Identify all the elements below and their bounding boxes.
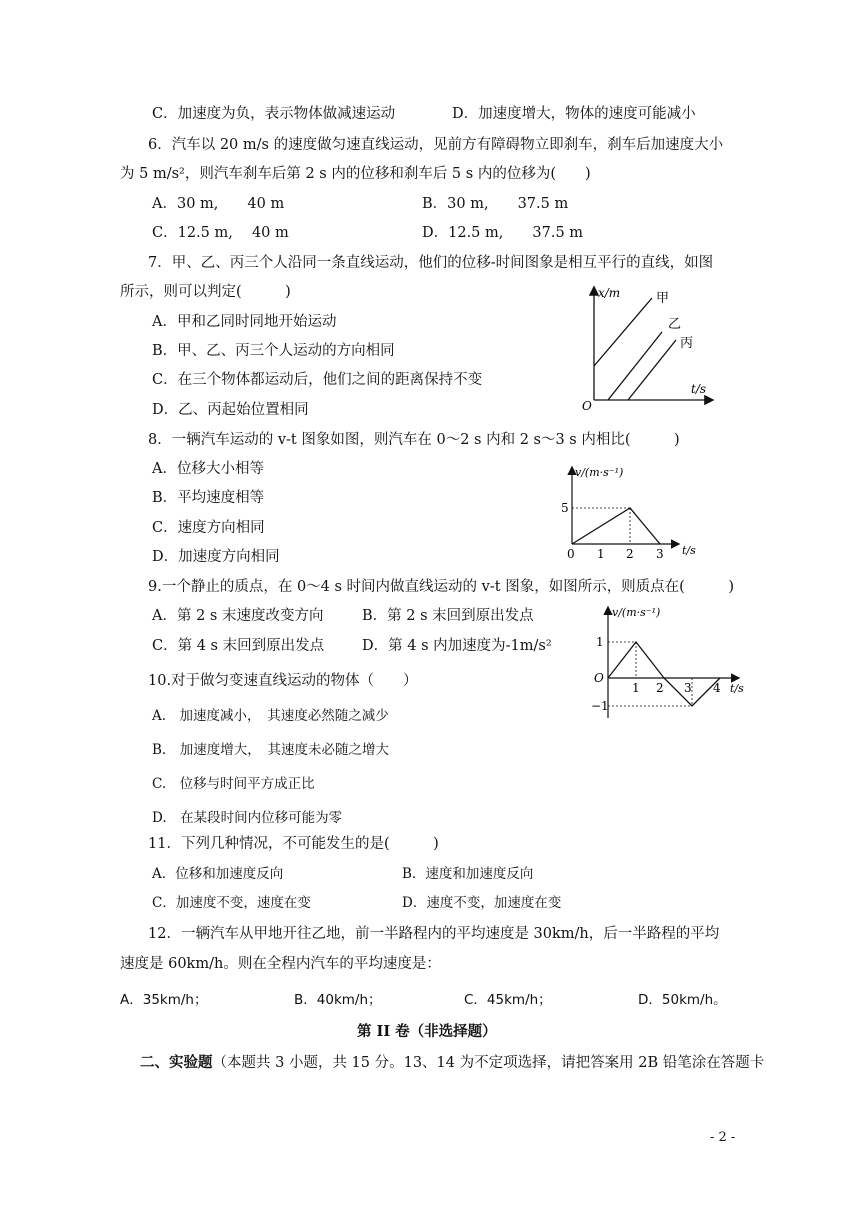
page-number: - 2 - xyxy=(710,1130,736,1145)
q9-y-tick-minus1: −1 xyxy=(591,699,609,713)
q12-option-a: A．35km/h； xyxy=(120,992,208,1008)
q6-option-c: C．12.5 m, 40 m xyxy=(152,225,289,241)
q8-y-tick-5: 5 xyxy=(561,501,569,515)
q9-x-tick-4: 4 xyxy=(713,681,721,695)
q12-option-b: B．40km/h； xyxy=(294,992,382,1008)
q12-option-d: D．50km/h。 xyxy=(638,992,727,1008)
q10-option-c: C. 位移与时间平方成正比 xyxy=(152,776,315,792)
q7-option-a: A．甲和乙同时同地开始运动 xyxy=(152,314,337,330)
q11-stem: 11．下列几种情况，不可能发生的是( ) xyxy=(148,836,439,852)
q7-stem-line-2: 所示，则可以判定( ) xyxy=(120,284,291,300)
q7-label-jia: 甲 xyxy=(656,291,670,306)
section2-intro xyxy=(140,1053,764,1073)
q8-x-label: t/s xyxy=(682,544,696,557)
q12-option-c: C．45km/h； xyxy=(464,992,552,1008)
q10-stem: 10.对于做匀变速直线运动的物体（ ） xyxy=(148,673,418,689)
q8-vt-graph xyxy=(558,462,708,562)
q6-stem-line-1: 6．汽车以 20 m/s 的速度做匀速直线运动，见前方有障碍物立即刹车，刹车后加速度大小 xyxy=(148,137,724,153)
q7-xt-graph xyxy=(578,280,718,412)
q8-y-label: v/(m·s⁻¹) xyxy=(575,466,624,479)
q8-x-tick-2: 2 xyxy=(626,547,634,561)
q8-x-tick-1: 1 xyxy=(597,547,605,561)
q9-option-a: A．第 2 s 末速度改变方向 xyxy=(152,608,324,624)
q12-stem-line-2: 速度是 60km/h。则在全程内汽车的平均速度是： xyxy=(120,956,441,972)
q11-option-c: C．加速度不变，速度在变 xyxy=(152,895,311,911)
q8-option-b: B．平均速度相等 xyxy=(152,490,265,506)
q9-y-tick-1: 1 xyxy=(596,635,604,649)
section2-heading: 二、实验题 xyxy=(140,1054,213,1071)
q8-x-tick-0: 0 xyxy=(567,547,575,561)
q8-option-d: D．加速度方向相同 xyxy=(152,549,280,565)
q7-x-label: t/s xyxy=(691,382,707,396)
q11-option-b: B．速度和加速度反向 xyxy=(402,866,534,882)
q10-option-a: A. 加速度减小， 其速度必然随之减少 xyxy=(152,708,389,724)
q7-option-d: D．乙、丙起始位置相同 xyxy=(152,402,309,418)
q12-stem-line-1: 12．一辆汽车从甲地开往乙地，前一半路程内的平均速度是 30km/h，后一半路程的平均 xyxy=(148,926,720,942)
q11-option-a: A．位移和加速度反向 xyxy=(152,866,284,882)
q9-stem: 9.一个静止的质点，在 0～4 s 时间内做直线运动的 v-t 图象，如图所示，则质点在( ) xyxy=(148,579,735,595)
q9-option-b: B．第 2 s 末回到原出发点 xyxy=(362,608,534,624)
q6-option-a: A．30 m, 40 m xyxy=(152,196,285,212)
q7-label-bing: 丙 xyxy=(680,336,694,351)
section2-title: 第 II 卷（非选择题） xyxy=(357,1023,497,1040)
q6-option-d: D．12.5 m, 37.5 m xyxy=(422,225,584,241)
q9-x-tick-1: 1 xyxy=(632,681,640,695)
q9-y-label: v/(m·s⁻¹) xyxy=(612,606,661,619)
q8-stem: 8．一辆汽车运动的 v-t 图象如图，则汽车在 0～2 s 内和 2 s～3 s 内相比( ) xyxy=(148,432,680,448)
q8-velocity-line xyxy=(572,508,660,544)
q7-option-b: B．甲、乙、丙三个人运动的方向相同 xyxy=(152,343,395,359)
q9-velocity-line xyxy=(608,642,720,706)
section2-text: （本题共 3 小题，共 15 分。13、14 为不定项选择，请把答案用 2B 铅笔涂在答题卡 xyxy=(212,1055,765,1071)
q9-x-label: t/s xyxy=(730,682,744,695)
q10-option-d: D. 在某段时间内位移可能为零 xyxy=(152,810,343,826)
q7-origin-label: O xyxy=(582,399,592,412)
q9-option-c: C．第 4 s 末回到原出发点 xyxy=(152,638,325,654)
q7-stem-line-1: 7．甲、乙、丙三个人沿同一条直线运动，他们的位移-时间图象是相互平行的直线，如图 xyxy=(148,255,714,271)
q6-stem-line-2: 为 5 m/s²，则汽车刹车后第 2 s 内的位移和刹车后 5 s 内的位移为( ) xyxy=(120,166,591,182)
q9-origin-label: O xyxy=(594,671,604,685)
q9-x-tick-3: 3 xyxy=(684,681,692,695)
q11-option-d: D．速度不变，加速度在变 xyxy=(402,895,562,911)
q7-line-bing xyxy=(628,340,676,400)
q8-option-a: A．位移大小相等 xyxy=(152,461,264,477)
q5-option-c: C．加速度为负，表示物体做减速运动 xyxy=(152,106,396,122)
q9-option-d: D．第 4 s 内加速度为-1m/s² xyxy=(362,638,552,654)
q7-option-c: C．在三个物体都运动后，他们之间的距离保持不变 xyxy=(152,372,483,388)
q5-option-d: D．加速度增大，物体的速度可能减小 xyxy=(452,106,696,122)
q8-x-tick-3: 3 xyxy=(656,547,664,561)
q7-y-label: x/m xyxy=(598,286,621,300)
q7-line-yi xyxy=(608,332,662,400)
q10-option-b: B. 加速度增大， 其速度未必随之增大 xyxy=(152,742,389,758)
q7-label-yi: 乙 xyxy=(668,317,682,332)
q9-vt-graph xyxy=(588,602,756,722)
q8-option-c: C．速度方向相同 xyxy=(152,520,265,536)
q9-x-tick-2: 2 xyxy=(656,681,664,695)
q6-option-b: B．30 m, 37.5 m xyxy=(422,196,569,212)
